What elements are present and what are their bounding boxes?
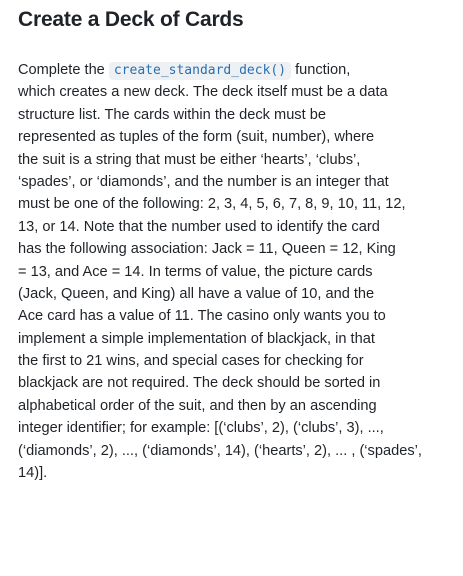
paragraph-line-2: which creates a new deck. The deck itself must be a data [18, 84, 388, 101]
paragraph-line-1 [18, 59, 448, 81]
paragraph-line-14: the first to 21 wins, and special cases for checking for [18, 353, 364, 370]
paragraph-line-6: ‘spades’, or ‘diamonds’, and the number is an integer that [18, 173, 389, 190]
paragraph-line-9: has the following association: Jack = 11, Queen = 12, King [18, 241, 396, 258]
paragraph-line-5: the suit is a string that must be either ‘hearts’, ‘clubs’, [18, 151, 361, 168]
paragraph-line-8: 13, or 14. Note that the number used to identify the card [18, 218, 380, 235]
paragraph-line-13: implement a simple implementation of blackjack, in that [18, 330, 375, 347]
line-text: function, [291, 62, 351, 78]
paragraph-line-11: (Jack, Queen, and King) all have a value of 10, and the [18, 285, 375, 302]
paragraph-line-18: (‘diamonds’, 2), ..., (‘diamonds’, 14), (‘hearts’, 2), ... , (‘spades’, [18, 442, 422, 459]
paragraph-line-16: alphabetical order of the suit, and then by an ascending [18, 397, 377, 414]
page-title: Create a Deck of Cards [18, 8, 244, 31]
function-name-code: create_standard_deck() [109, 62, 291, 80]
paragraph-line-19: 14)]. [18, 465, 48, 482]
line-text: Complete the [18, 62, 109, 78]
description-paragraph [18, 59, 448, 484]
paragraph-line-15: blackjack are not required. The deck should be sorted in [18, 375, 381, 392]
paragraph-line-4: represented as tuples of the form (suit, number), where [18, 129, 375, 146]
paragraph-line-10: = 13, and Ace = 14. In terms of value, the picture cards [18, 263, 373, 280]
paragraph-line-3: structure list. The cards within the deck must be [18, 106, 326, 123]
paragraph-line-17: integer identifier; for example: [(‘clubs’, 2), (‘clubs’, 3), ..., [18, 420, 384, 437]
paragraph-line-7: must be one of the following: 2, 3, 4, 5, 6, 7, 8, 9, 10, 11, 12, [18, 196, 406, 213]
paragraph-line-12: Ace card has a value of 11. The casino only wants you to [18, 308, 386, 325]
